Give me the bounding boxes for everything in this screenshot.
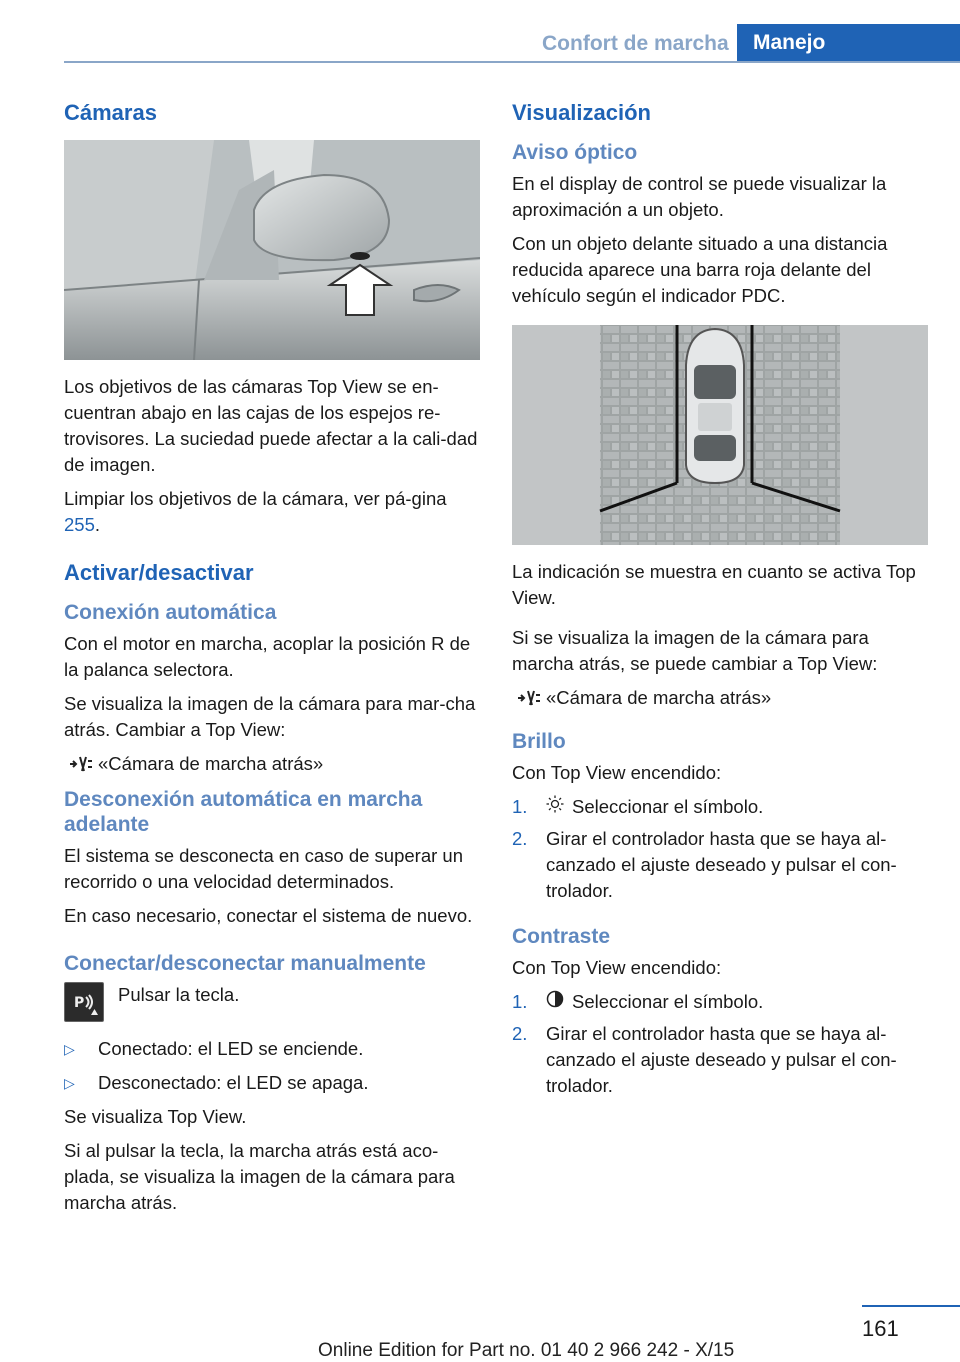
heading-desconexion: Desconexión automática en marcha adelante [64, 788, 423, 836]
rear-camera-menu-line [512, 685, 928, 711]
limpiar-text: Limpiar los objetivos de la cámara, ver pá-gina [64, 488, 447, 509]
rear-camera-menu-line [64, 751, 480, 777]
tab-confort-de-marcha[interactable]: Confort de marcha [542, 32, 729, 55]
paragraph-con-top-view-1: Con Top View encendido: [512, 762, 722, 783]
paragraph-si-pulsar: Si al pulsar la tecla, la marcha atrás está aco-plada, se visualiza la imagen de la cámara para marcha atrás. [64, 1140, 455, 1213]
list-item-text: Conectado: el LED se enciende. [98, 1038, 364, 1059]
heading-visualizacion: Visualización [512, 100, 651, 125]
heading-conectar-manual: Conectar/desconectar manualmente [64, 952, 426, 975]
heading-activar-desactivar: Activar/desactivar [64, 560, 254, 585]
heading-camaras: Cámaras [64, 100, 157, 125]
heading-conexion-automatica: Conexión automática [64, 601, 277, 624]
page-link-255[interactable]: 255 [64, 514, 95, 535]
rear-camera-icon [64, 753, 98, 775]
list-item [512, 826, 928, 904]
edition-footer: Online Edition for Part no. 01 40 2 966 242 - X/15 [318, 1340, 735, 1361]
contrast-icon [546, 989, 572, 1015]
paragraph-motor: Con el motor en marcha, acoplar la posición R de la palanca selectora. [64, 633, 471, 680]
pulsar-label: Pulsar la tecla. [118, 984, 240, 1005]
paragraph-si-visualiza: Si se visualiza la imagen de la cámara para marcha atrás, se puede cambiar a Top View: [512, 627, 878, 674]
footer-divider [862, 1305, 960, 1307]
page-number: 161 [862, 1316, 899, 1341]
paragraph-sistema: El sistema se desconecta en caso de superar un recorrido o una velocidad determinados. [64, 845, 464, 892]
right-column [512, 100, 928, 1109]
rear-camera-label: «Cámara de marcha atrás» [546, 687, 772, 708]
paragraph-topview: Se visualiza Top View. [64, 1106, 247, 1127]
button-instruction [64, 982, 480, 1022]
triangle-bullet-icon: ▷ [64, 1041, 75, 1057]
paragraph-objetivos: Los objetivos de las cámaras Top View se en-cuentran abajo en las cajas de los espejos re-trovisores. La suciedad puede afectar a la cali-dad de imagen. [64, 376, 478, 475]
paragraph-limpiar [64, 486, 480, 538]
rear-camera-label: «Cámara de marcha atrás» [98, 753, 324, 774]
step-text: Girar el controlador hasta que se haya al-canzado el ajuste deseado y pulsar el con-trolador. [546, 1023, 897, 1096]
contraste-steps [512, 989, 928, 1099]
paragraph-display: En el display de control se puede visualizar la aproximación a un objeto. [512, 173, 887, 220]
paragraph-visualiza: Se visualiza la imagen de la cámara para mar-cha atrás. Cambiar a Top View: [64, 693, 476, 740]
paragraph-indicacion: La indicación se muestra en cuanto se activa Top View. [512, 561, 916, 608]
heading-aviso-optico: Aviso óptico [512, 141, 638, 164]
left-column [64, 100, 480, 1224]
top-view-illustration [512, 325, 928, 545]
page-header [0, 0, 960, 64]
rear-camera-icon [512, 687, 546, 709]
brillo-steps [512, 794, 928, 904]
list-item [512, 794, 928, 820]
heading-contraste: Contraste [512, 925, 611, 948]
header-divider [64, 61, 960, 63]
tab-manejo[interactable]: Manejo [737, 24, 960, 62]
mirror-camera-photo [64, 140, 480, 360]
limpiar-period: . [94, 514, 101, 535]
parking-camera-button-icon [64, 982, 104, 1022]
step-number: 1. [512, 991, 528, 1012]
paragraph-objeto: Con un objeto delante situado a una distancia reducida aparece una barra roja delante del vehículo según el indicador PDC. [512, 233, 888, 306]
top-view-display-image [512, 325, 928, 545]
brightness-icon [546, 794, 572, 820]
step-content [546, 794, 763, 820]
paragraph-con-top-view-2: Con Top View encendido: [512, 957, 722, 978]
list-item [64, 1036, 480, 1062]
svg-text:P: P [74, 995, 85, 1011]
paragraph-necesario: En caso necesario, conectar el sistema de nuevo. [64, 905, 473, 926]
led-status-list [64, 1036, 480, 1096]
step-text: Girar el controlador hasta que se haya al-canzado el ajuste deseado y pulsar el con-trolador. [546, 828, 897, 901]
step-text: Seleccionar el símbolo. [572, 991, 764, 1012]
list-item-text: Desconectado: el LED se apaga. [98, 1072, 369, 1093]
step-content [546, 989, 763, 1015]
step-text: Seleccionar el símbolo. [572, 796, 764, 817]
heading-brillo: Brillo [512, 730, 566, 753]
step-number: 1. [512, 796, 528, 817]
mirror-camera-illustration [64, 140, 480, 360]
step-number: 2. [512, 1023, 528, 1044]
triangle-bullet-icon: ▷ [64, 1075, 75, 1091]
list-item [512, 989, 928, 1015]
list-item [64, 1070, 480, 1096]
step-number: 2. [512, 828, 528, 849]
list-item [512, 1021, 928, 1099]
